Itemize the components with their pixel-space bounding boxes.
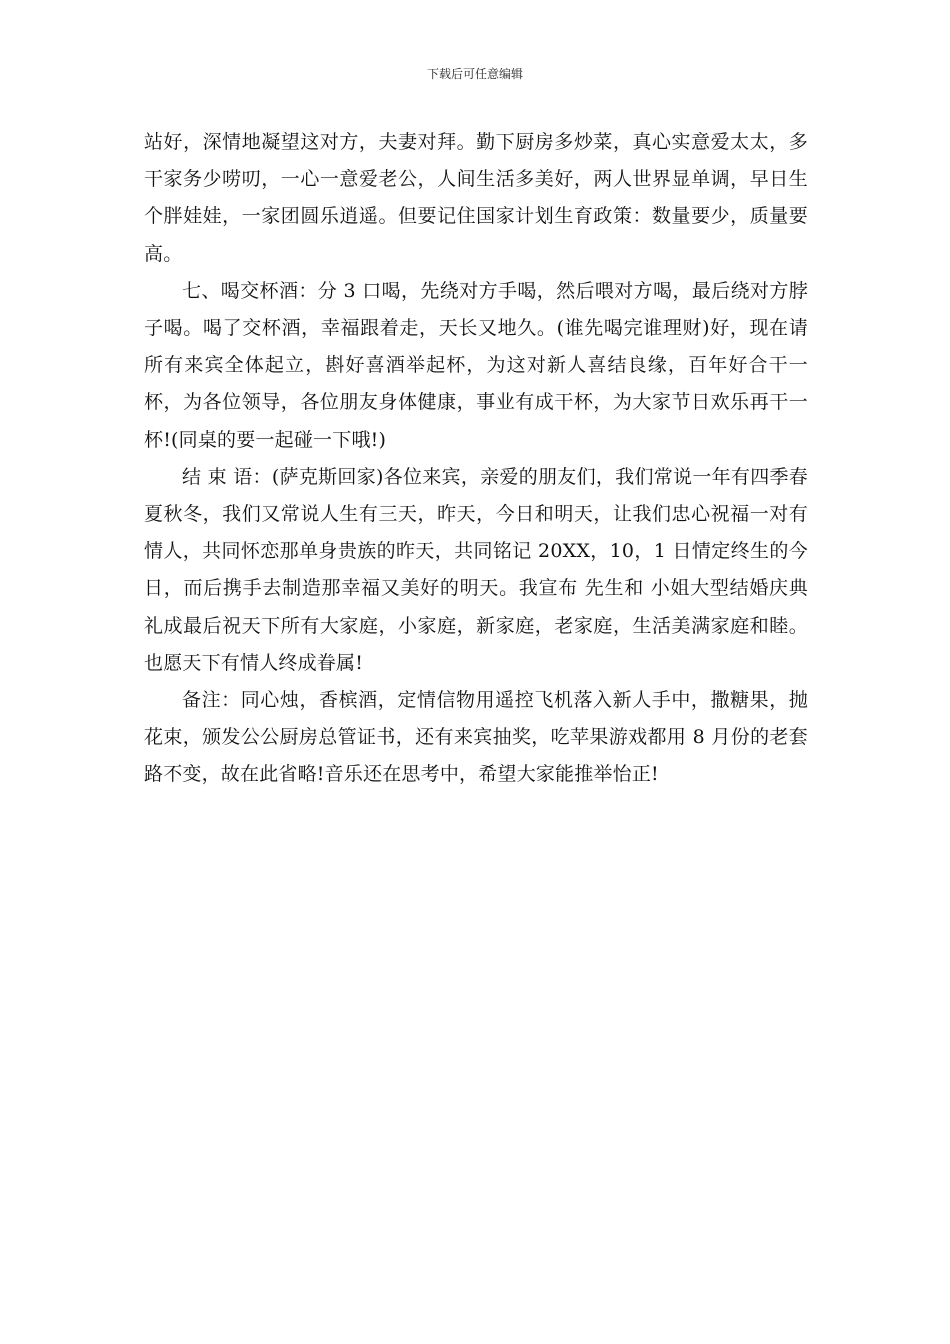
paragraph-bow: 站好，深情地凝望这对方，夫妻对拜。勤下厨房多炒菜，真心实意爱太太，多干家务少唠叨，一心一意爱老公，人间生活多美好，两人世界显单调，早日生个胖娃娃，一家团圆乐逍遥。但要记住国家计划生育政策：数量要少，质量要高。 [144,131,808,265]
document-body [144,124,808,794]
page-header: 下载后可任意编辑 [426,67,523,81]
paragraph-cross-cup-wine: 七、喝交杯酒：分 3 口喝，先绕对方手喝，然后喂对方喝，最后绕对方脖子喝。喝了交杯酒，幸福跟着走，天长又地久。(谁先喝完谁理财)好，现在请所有来宾全体起立，斟好喜酒举起杯，为这对新人喜结良缘，百年好合干一杯，为各位领导，各位朋友身体健康，事业有成干杯，为大家节日欢乐再干一杯!(同桌的要一起碰一下哦!) [144,279,808,451]
paragraph-notes: 备注：同心烛，香槟酒，定情信物用遥控飞机落入新人手中，撒糖果，抛花束，颁发公公厨房总管证书，还有来宾抽奖，吃苹果游戏都用 8 月份的老套路不变，故在此省略!音乐还在思考中，希望大家能推举怡正! [144,689,808,786]
paragraph-closing-remarks: 结 束 语：(萨克斯回家)各位来宾，亲爱的朋友们，我们常说一年有四季春夏秋冬，我们又常说人生有三天，昨天，今日和明天，让我们忠心祝福一对有情人，共同怀恋那单身贵族的昨天，共同铭记 20XX，10，1 日情定终生的今日，而后携手去制造那幸福又美好的明天。我宣布 先生和 小姐大型结婚庆典礼成最后祝天下所有大家庭，小家庭，新家庭，老家庭，生活美满家庭和睦。也愿天下有情人终成眷属! [144,465,808,674]
